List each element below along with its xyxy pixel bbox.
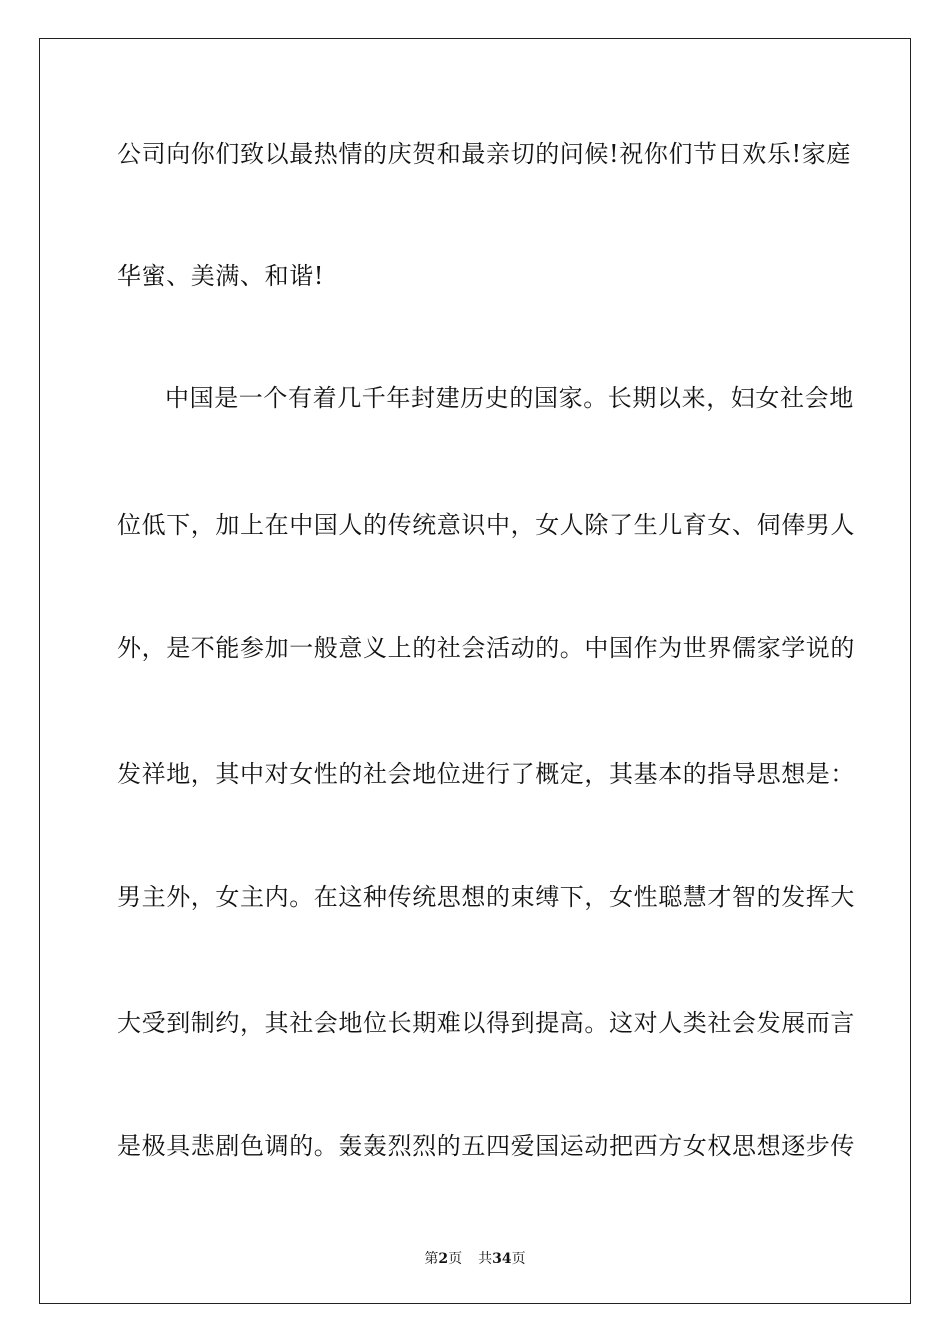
page-footer [0,1248,950,1268]
page-unit: 页 [448,1251,463,1267]
text-line-9: 是极具悲剧色调的。轰轰烈烈的五四爱国运动把西方女权思想逐步传 [117,1132,855,1160]
page-prefix: 第 [424,1251,439,1267]
text-line-3: 中国是一个有着几千年封建历史的国家。长期以来，妇女社会地 [165,384,854,412]
text-line-4: 位低下，加上在中国人的传统意识中，女人除了生儿育女、伺俸男人 [117,511,855,539]
total-pages: 34 [492,1251,512,1267]
page-number: 2 [438,1251,449,1267]
text-line-5: 外，是不能参加一般意义上的社会活动的。中国作为世界儒家学说的 [117,634,855,662]
page-border [39,38,911,1304]
total-prefix: 共 [478,1251,493,1267]
text-line-1: 公司向你们致以最热情的庆贺和最亲切的问候!祝你们节日欢乐!家庭 [117,140,851,168]
text-line-7: 男主外，女主内。在这种传统思想的束缚下，女性聪慧才智的发挥大 [117,883,855,911]
total-unit: 页 [511,1251,526,1267]
text-line-8: 大受到制约，其社会地位长期难以得到提高。这对人类社会发展而言 [117,1009,855,1037]
text-line-6: 发祥地，其中对女性的社会地位进行了概定，其基本的指导思想是： [117,760,855,788]
text-line-2: 华蜜、美满、和谐! [117,262,325,290]
